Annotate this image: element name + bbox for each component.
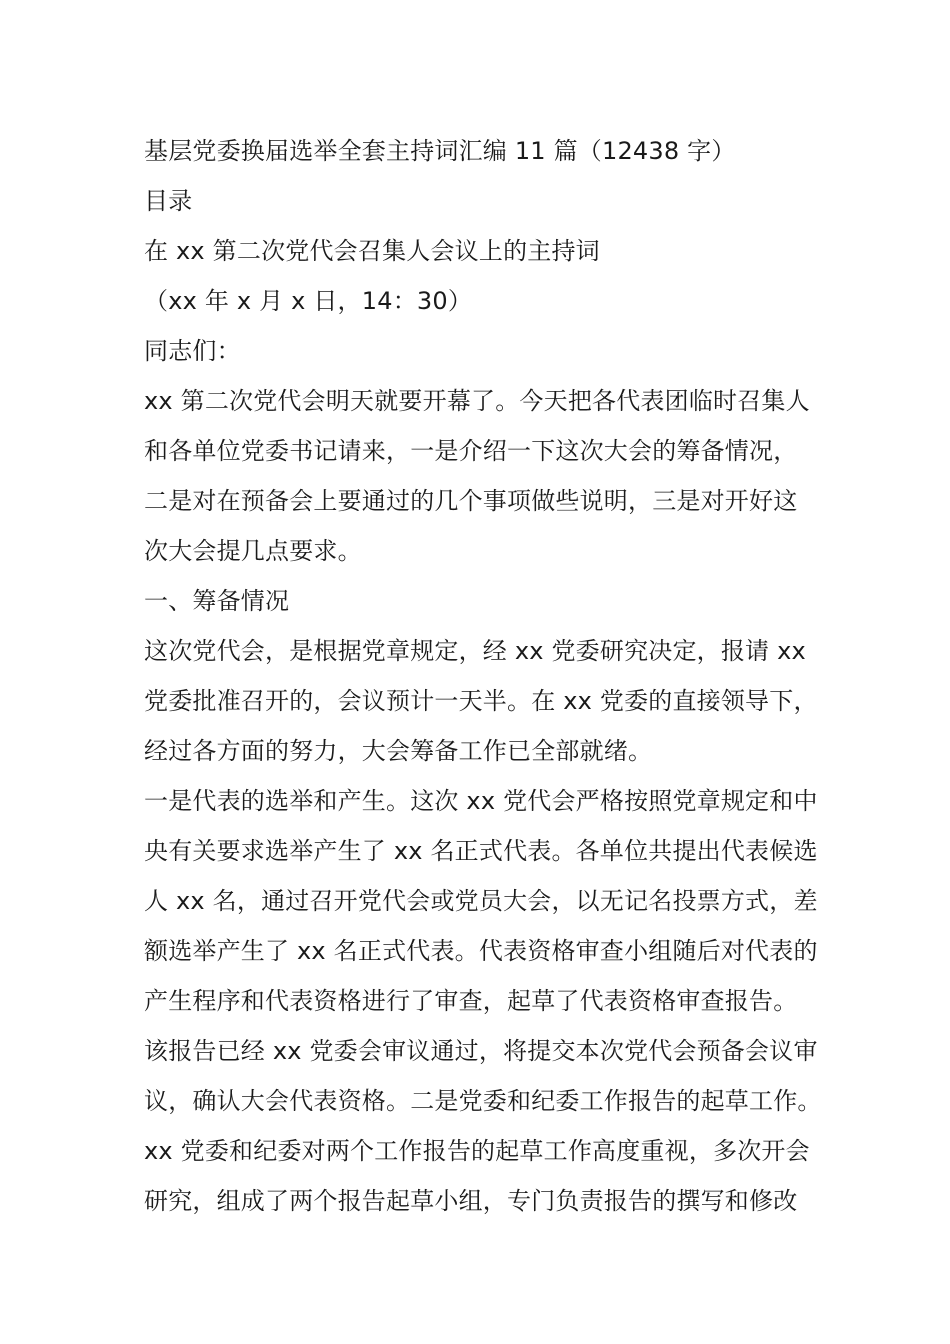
paragraph-line: 和各单位党委书记请来，一是介绍一下这次大会的筹备情况， [144, 437, 798, 465]
toc-heading: 目录 [144, 187, 193, 215]
salutation: 同志们： [144, 337, 241, 365]
paragraph-line: 二是对在预备会上要通过的几个事项做些说明，三是对开好这 [144, 487, 798, 515]
paragraph-line: 经过各方面的努力，大会筹备工作已全部就绪。 [144, 737, 653, 765]
section-heading: 一、筹备情况 [144, 587, 290, 615]
paragraph-line: xx 第二次党代会明天就要开幕了。今天把各代表团临时召集人 [144, 387, 810, 415]
document-body [144, 126, 824, 1226]
paragraph-line: 产生程序和代表资格进行了审查，起草了代表资格审查报告。 [144, 987, 798, 1015]
paragraph-line: xx 党委和纪委对两个工作报告的起草工作高度重视，多次开会 [144, 1137, 810, 1165]
speech-title: 在 xx 第二次党代会召集人会议上的主持词 [144, 237, 600, 265]
paragraph-line: 人 xx 名，通过召开党代会或党员大会，以无记名投票方式，差 [144, 887, 818, 915]
speech-date: （xx 年 x 月 x 日，14：30） [144, 287, 473, 315]
document-title: 基层党委换届选举全套主持词汇编 11 篇（12438 字） [144, 137, 736, 165]
paragraph-line: 党委批准召开的，会议预计一天半。在 xx 党委的直接领导下， [144, 687, 818, 715]
paragraph-line: 一是代表的选举和产生。这次 xx 党代会严格按照党章规定和中 [144, 787, 818, 815]
paragraph-line: 额选举产生了 xx 名正式代表。代表资格审查小组随后对代表的 [144, 937, 818, 965]
paragraph-line: 央有关要求选举产生了 xx 名正式代表。各单位共提出代表候选 [144, 837, 818, 865]
paragraph-line: 这次党代会，是根据党章规定，经 xx 党委研究决定，报请 xx [144, 637, 806, 665]
paragraph-line: 研究，组成了两个报告起草小组，专门负责报告的撰写和修改 [144, 1187, 798, 1215]
paragraph-line: 该报告已经 xx 党委会审议通过，将提交本次党代会预备会议审 [144, 1037, 818, 1065]
paragraph-line: 次大会提几点要求。 [144, 537, 362, 565]
paragraph-line: 议，确认大会代表资格。二是党委和纪委工作报告的起草工作。 [144, 1087, 822, 1115]
